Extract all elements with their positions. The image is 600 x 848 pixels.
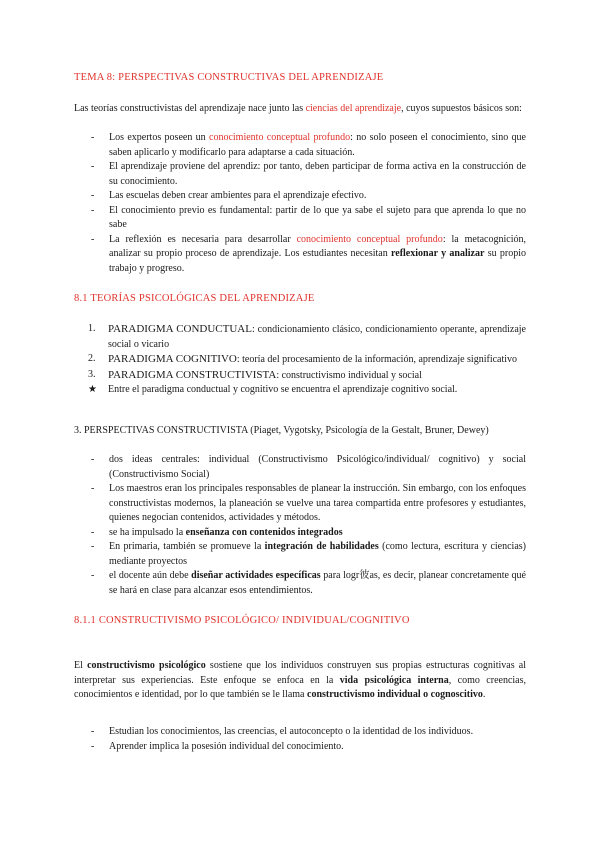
perspectivas-paragraph: 3. PERSPECTIVAS CONSTRUCTIVISTA (Piaget, Vygotsky, Psicología de la Gestalt, Bruner, Dewey)	[74, 425, 489, 436]
list-item: - El aprendizaje proviene del aprendiz: por tanto, deben participar de forma activa en la construcción de su conocimiento.	[74, 160, 526, 189]
list-item: - el docente aún debe diseñar actividades específicas para logr彼as, es decir, planear concretamente qué se hará en clase para alcanzar esos entendimientos.	[74, 569, 526, 598]
perspectivas-list	[74, 453, 526, 598]
list-item: - se ha impulsado la enseñanza con contenidos integrados	[74, 526, 526, 541]
intro-text: Las teorías constructivistas del aprendizaje nace junto las	[74, 103, 306, 114]
constructivismo-paragraph: El constructivismo psicológico sostiene que los individuos construyen sus propias estructuras cognitivas al interpretar sus experiencias. Este enfoque se enfoca en la vida psicológica interna, como creencias, conocimientos e identidad, por lo que también se le llama constructivismo individual o cognoscitivo.	[74, 660, 526, 700]
list-item: - La reflexión es necesaria para desarrollar conocimiento conceptual profundo: la metacognición, analizar su propio proceso de aprendizaje. Los estudiantes necesitan reflexionar y analizar su propio trabajo y progreso.	[74, 233, 526, 277]
intro-highlight: ciencias del aprendizaje	[305, 103, 402, 114]
intro-paragraph	[74, 102, 526, 117]
list-item: - En primaria, también se promueve la integración de habilidades (como lectura, escritura y ciencias) mediante proyectos	[74, 540, 526, 569]
list-item: - Las escuelas deben crear ambientes para el aprendizaje efectivo.	[74, 189, 526, 204]
list-item: - El conocimiento previo es fundamental: partir de lo que ya sabe el sujeto para que aprenda lo que no sabe	[74, 204, 526, 233]
intro-text-end: , cuyos supuestos básicos son:	[401, 103, 522, 114]
list-item: - Los expertos poseen un conocimiento conceptual profundo: no solo poseen el conocimiento, sino que saben aplicarlo y modificarlo para adaptarse a cada situación.	[74, 131, 526, 160]
constructivismo-list	[74, 725, 526, 754]
list-item: 3. PARADIGMA CONSTRUCTIVISTA: constructivismo individual y social	[88, 368, 422, 381]
heading-8-1: 8.1 TEORÍAS PSICOLÓGICAS DEL APRENDIZAJE	[74, 293, 315, 304]
list-item: ★ Entre el paradigma conductual y cognitivo se encuentra el aprendizaje cognitivo social.	[74, 383, 526, 398]
list-item: - Estudian los conocimientos, las creencias, el autoconcepto o la identidad de los individuos.	[74, 725, 526, 740]
list-item: - dos ideas centrales: individual (Constructivismo Psicológico/individual/ cognitivo) y social (Constructivismo Social)	[74, 453, 526, 482]
list-item: 2. PARADIGMA COGNITIVO: teoría del procesamiento de la información, aprendizaje significativo	[88, 353, 518, 365]
assumptions-list	[74, 131, 526, 276]
star-icon: ★	[88, 384, 97, 395]
list-item: 1. PARADIGMA CONDUCTUAL: condicionamiento clásico, condicionamiento operante, aprendizaje social o vicario	[88, 323, 526, 350]
list-item: - Aprender implica la posesión individual del conocimiento.	[74, 740, 526, 755]
paradigms-list	[74, 322, 526, 398]
heading-8-1-1: 8.1.1 CONSTRUCTIVISMO PSICOLÓGICO/ INDIVIDUAL/COGNITIVO	[74, 615, 410, 626]
list-item: - Los maestros eran los principales responsables de planear la instrucción. Sin embargo, con los enfoques constructivistas modernos, la planeación se vuelve una tarea compartida entre profesores y estudiantes, quienes negocian contenidos, actividades y métodos.	[74, 482, 526, 526]
heading-tema-8: TEMA 8: PERSPECTIVAS CONSTRUCTIVAS DEL APRENDIZAJE	[74, 72, 384, 83]
